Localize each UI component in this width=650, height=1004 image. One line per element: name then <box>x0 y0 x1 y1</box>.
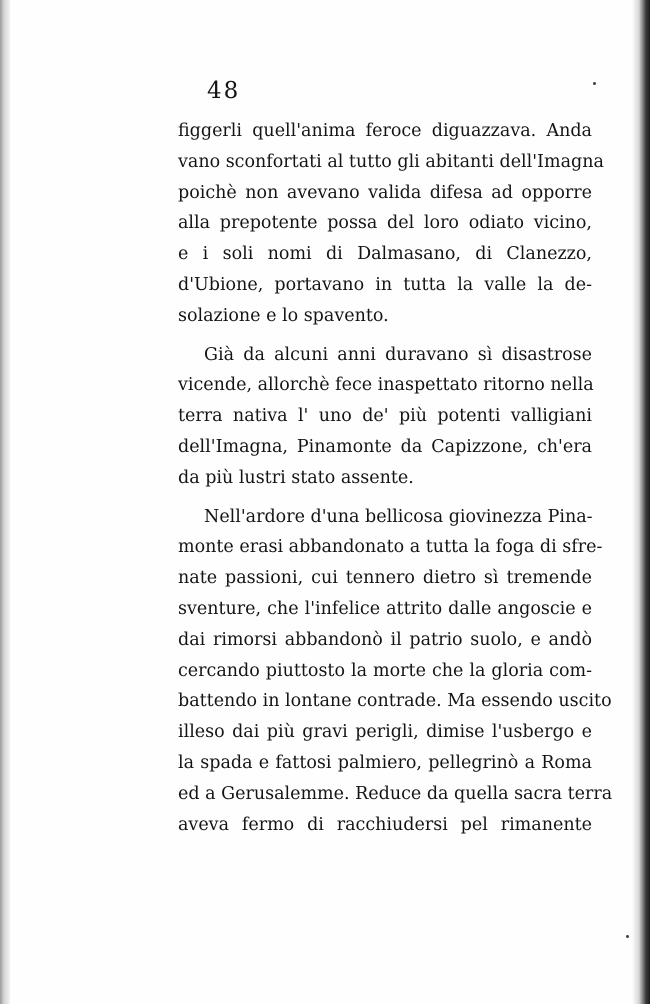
body-text <box>178 116 613 840</box>
text-line: poichè non avevano valida difesa ad opporre <box>178 182 592 203</box>
page-number: 48 <box>207 78 241 104</box>
text-line: Già da alcuni anni duravano sì disastrose <box>204 344 592 365</box>
text-line: vicende, allorchè fece inaspettato ritorno nella <box>178 375 594 396</box>
text-line: e i soli nomi di Dalmasano, di Clanezzo, <box>178 244 592 265</box>
text-line: nate passioni, cui tennero dietro sì tremende <box>178 568 592 589</box>
text-line: da più lustri stato assente. <box>178 467 414 488</box>
paragraph-1 <box>178 116 604 332</box>
text-line: terra nativa l' uno de' più potenti valligiani <box>178 406 592 427</box>
text-line: dell'Imagna, Pinamonte da Capizzone, ch'era <box>178 436 592 457</box>
text-line: vano sconfortati al tutto gli abitanti dell'Imagna <box>178 151 604 172</box>
text-line: sventure, che l'infelice attrito dalle angoscie e <box>178 598 592 619</box>
text-line: d'Ubione, portavano in tutta la valle la de- <box>178 274 592 295</box>
text-line: cercando piuttosto la morte che la gloria com- <box>178 660 592 681</box>
text-line: Nell'ardore d'una bellicosa giovinezza Pina- <box>204 506 593 527</box>
text-line: illeso dai più gravi perigli, dimise l'usbergo e <box>178 722 592 743</box>
text-line: battendo in lontane contrade. Ma essendo uscito <box>178 691 612 712</box>
paragraph-2 <box>178 340 592 494</box>
text-line: ed a Gerusalemme. Reduce da quella sacra terra <box>178 783 613 804</box>
text-line: figgerli quell'anima feroce diguazzava. Anda <box>178 121 592 141</box>
page-right-edge-shadow <box>632 0 650 1004</box>
page-left-edge-shadow <box>0 0 10 1004</box>
text-line: solazione e lo spavento. <box>178 305 389 326</box>
ink-speck <box>593 82 596 85</box>
text-line: la spada e fattosi palmiero, pellegrinò a Roma <box>178 752 592 773</box>
ink-speck <box>626 935 629 938</box>
text-line: monte erasi abbandonato a tutta la foga di sfre- <box>178 537 603 558</box>
text-line: dai rimorsi abbandonò il patrio suolo, e andò <box>178 629 592 650</box>
paragraph-3 <box>178 502 613 841</box>
text-line: alla prepotente possa del loro odiato vicino, <box>178 213 592 234</box>
text-line: aveva fermo di racchiudersi pel rimanente <box>178 814 592 835</box>
